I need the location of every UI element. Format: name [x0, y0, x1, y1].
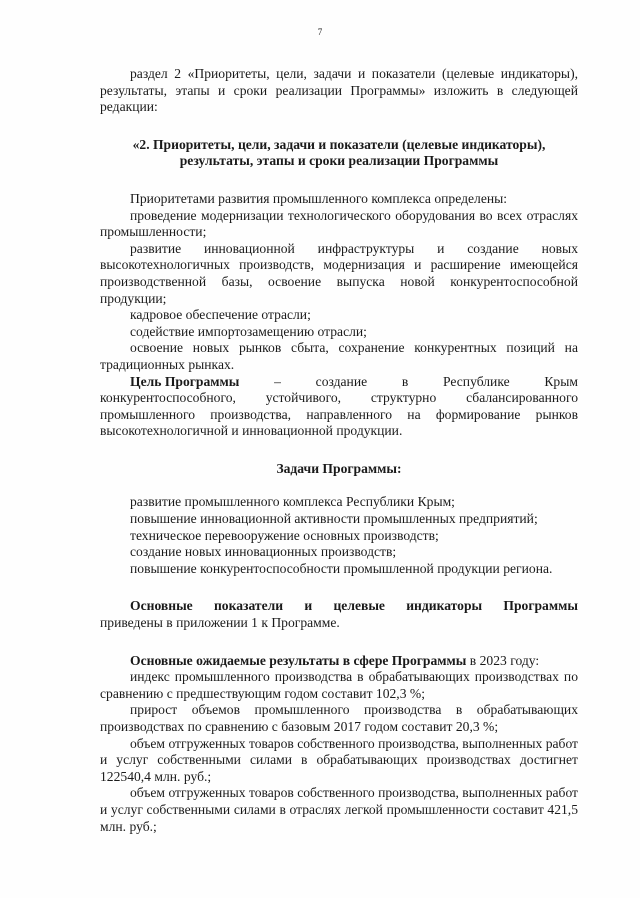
goal-word: в: [401, 373, 409, 389]
goal-label: Цель Программы: [130, 373, 240, 389]
result-item: прирост объемов промышленного производства в обрабатывающих производствах по сравнению с базовым 2017 годом составит 20,3 %;: [100, 702, 578, 734]
task-item: создание новых инновационных производств;: [130, 544, 397, 560]
goal-dash: –: [274, 373, 281, 389]
indicators-heading: Основные показатели и целевые индикаторы Программы: [130, 598, 578, 614]
task-item: повышение инновационной активности промышленных предприятий;: [130, 511, 538, 527]
priority-item: содействие импортозамещению отрасли;: [130, 323, 367, 339]
results-lead-rest: в 2023 году:: [466, 652, 540, 668]
task-item: техническое перевооружение основных производств;: [130, 527, 439, 543]
document-body: [100, 66, 578, 835]
goal-text: конкурентоспособного, устойчивого, структурно сбалансированного промышленного производства, направленного на формирование рынков высокотехнологичной и инновационной продукции.: [100, 390, 578, 439]
priority-item: освоение новых рынков сбыта, сохранение конкурентных позиций на традиционных рынках.: [100, 340, 578, 372]
results-lead-bold: Основные ожидаемые результаты в сфере Программы: [130, 652, 467, 668]
goal-word: Республике: [443, 373, 510, 389]
section-heading-line2: результаты, этапы и сроки реализации Программы: [179, 153, 499, 169]
result-item: индекс промышленного производства в обрабатывающих производствах по сравнению с предшествующим годом составит 102,3 %;: [100, 669, 578, 701]
priority-item: проведение модернизации технологического оборудования во всех отраслях промышленности;: [100, 207, 578, 240]
intro-paragraph: раздел 2 «Приоритеты, цели, задачи и показатели (целевые индикаторы), результаты, этапы и сроки реализации Программы» изложить в следующей редакции:: [100, 66, 578, 115]
goal-word: Крым: [544, 373, 578, 389]
result-item: объем отгруженных товаров собственного производства, выполненных работ и услуг собственными силами в отраслях легкой промышленности составит 421,5 млн. руб.;: [100, 785, 578, 834]
task-item: повышение конкурентоспособности промышленной продукции региона.: [130, 560, 553, 576]
task-item: развитие промышленного комплекса Республики Крым;: [130, 494, 455, 510]
priorities-lead: Приоритетами развития промышленного комплекса определены:: [130, 190, 508, 206]
result-item: объем отгруженных товаров собственного производства, выполненных работ и услуг собственными силами в обрабатывающих производствах достигнет 122540,4 млн. руб.;: [100, 735, 578, 784]
page-number: 7: [317, 27, 323, 37]
results-lead: [100, 653, 578, 670]
section-heading-line1: «2. Приоритеты, цели, задачи и показатели (целевые индикаторы),: [132, 136, 546, 152]
priority-item: кадровое обеспечение отрасли;: [130, 307, 311, 323]
goal-line: [100, 374, 578, 391]
indicators-text: приведены в приложении 1 к Программе.: [100, 615, 340, 631]
goal-word: создание: [315, 373, 368, 389]
tasks-heading: Задачи Программы:: [276, 460, 402, 476]
priority-item: развитие инновационной инфраструктуры и создание новых высокотехнологичных производств, модернизация и расширение имеющейся производственной базы, освоение выпуска новой конкурентоспособной продукции;: [100, 240, 578, 306]
